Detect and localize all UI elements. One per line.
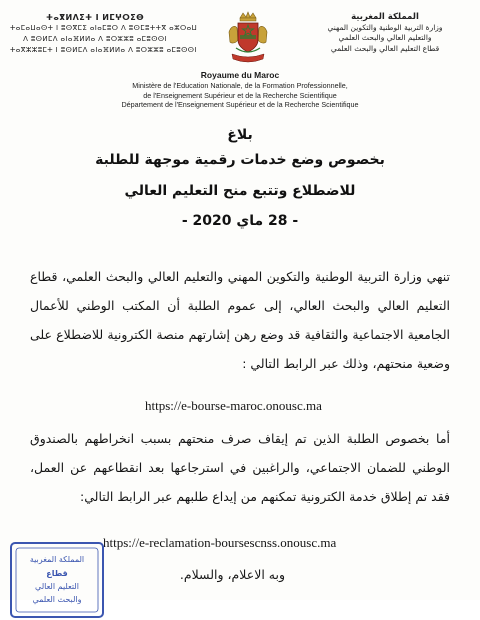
communique-label: بلاغ [227,127,253,143]
stamp-line: المملكة المغربية [29,555,85,564]
arabic-header-line: المملكة المغربية [351,12,419,22]
arabic-header-line: والتعليم العالي والبحث العلمي [338,33,432,42]
arabic-header-line: قطاع التعليم العالي والبحث العلمي [330,43,440,53]
communique-subject-line: بخصوص وضع خدمات رقمية موجهة للطلبة [95,152,385,168]
stamp-line: والبحث العلمي [32,595,82,604]
ministry-line: Ministère de l'Education Nationale, de la Formation Professionnelle, [132,81,348,90]
ministry-line: de l'Enseignement Supérieur et de la Recherche Scientifique [143,90,337,100]
closing-line: وبه الاعلام، والسلام. [179,567,285,582]
arabic-header-line: وزارة التربية الوطنية والتكوين المهني [327,22,443,32]
tifinagh-line: ⵜⴰⴳⵣⵣⵓⵎⵜ ⵏ ⵓⵙⵍⵎⴷ ⴰⵏⴰⴼⵍⵍⴰ ⴷ ⵓⵔⵣⵣⵓ ⴰⵎⵓⵙⵙⵏ [10,46,197,54]
header-french [90,70,390,110]
tifinagh-line: ⴷ ⵓⵙⵍⵎⴷ ⴰⵏⴰⴼⵍⵍⴰ ⴷ ⵓⵔⵣⵣⵓ ⴰⵎⵓⵙⵙⵏ [23,35,167,43]
royaume-title: Royaume du Maroc [200,70,280,80]
header-arabic [300,12,470,54]
communique-subject-line: للاضطلاع وتتبع منح التعليم العالي [124,183,356,199]
ministry-line: Département de l'Enseignement Supérieur et de la Recherche Scientifique [121,100,359,109]
tifinagh-line: ⵜⴰⴳⵍⴷⵉⵜ ⵏ ⵍⵎⵖⵔⵉⴱ [45,13,145,22]
stamp-line: قطاع [46,569,68,578]
coat-of-arms-emblem [226,10,270,66]
reclamation-link[interactable]: https://e-reclamation-boursescnss.onousc.ma [103,535,337,550]
bourse-link[interactable]: https://e-bourse-maroc.onousc.ma [145,398,322,413]
body-paragraph: تنهي وزارة التربية الوطنية والتكوين المهني والتعليم العالي والبحث العلمي، قطاع التعليم العالي والبحث العالي، إلى عموم الطلبة أن المكتب الوطني للأعمال الجامعية الاجتماعية والثقافية قد وضع رهن إشارتهم منصة الكترونية للاضطلاع على وضعية منحتهم، وذلك عبر الرابط التالي : [30,269,450,371]
tifinagh-line: ⵜⴰⵎⴰⵡⴰⵙⵜ ⵏ ⵓⵙⴳⵎⵉ ⴰⵏⴰⵎⵓⵔ ⴷ ⵓⵙⵎⵓⵜⵜⴳ ⴰⵣⵔⴰⵡ [10,24,198,32]
body-paragraph: أما بخصوص الطلبة الذين تم إيقاف صرف منحتهم بسبب انخراطهم بالصندوق الوطني للضمان الاجتماعي، والراغبين في استرجاعها بعد انقطاعهم عن العمل، فقد تم إطلاق خدمة الكترونية تمكنهم من إيداع طلبهم عبر الرابط التالي: [30,431,450,504]
communique-date: - 28 ماي 2020 - [181,213,299,229]
header-tifinagh [10,12,198,56]
official-stamp [8,540,106,620]
stamp-line: التعليم العالي [35,582,79,591]
